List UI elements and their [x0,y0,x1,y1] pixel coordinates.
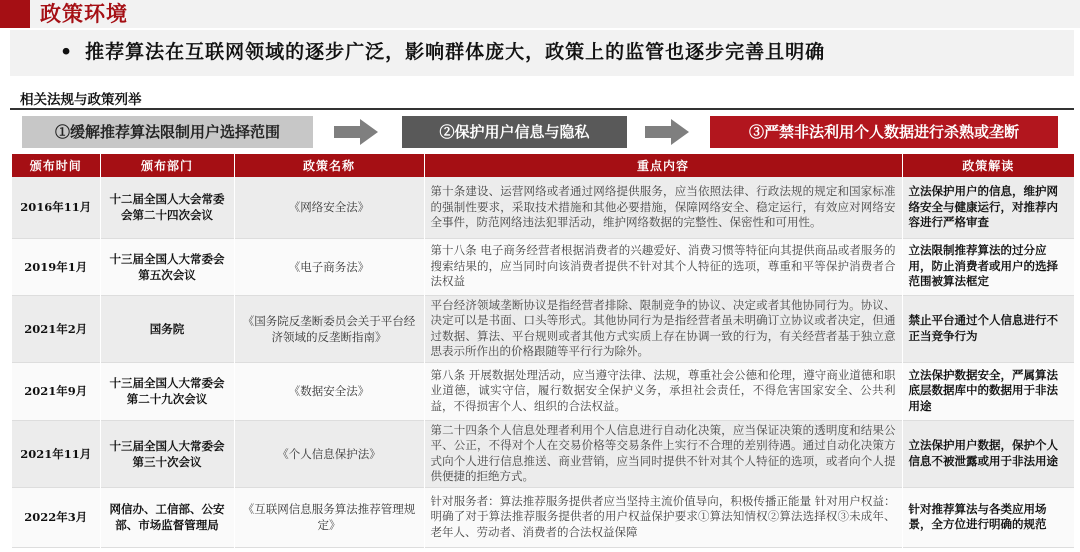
arrow-right-icon [334,119,378,145]
cell-content: 针对服务者：算法推荐服务提供者应当坚持主流价值导向，积极传播正能量 针对用户权益：明确了对于算法推荐服务提供者的用户权益保护要求①算法知情权②算法选择权③未成年、老年人、劳动者、消费者的合法权益保障 [424,487,902,547]
stage-1-box: ①缓解推荐算法限制用户选择范围 [22,116,313,148]
cell-policy-name: 《电子商务法》 [234,238,424,295]
table-row [12,238,1074,295]
table-row [12,295,1074,362]
cell-date: 2021年2月 [12,295,100,362]
cell-interpretation: 针对推荐算法与各类应用场景，全方位进行明确的规范 [902,487,1074,547]
cell-policy-name: 《个人信息保护法》 [234,420,424,487]
cell-policy-name: 《网络安全法》 [234,177,424,238]
cell-policy-name: 《国务院反垄断委员会关于平台经济领域的反垄断指南》 [234,295,424,362]
cell-date: 2019年1月 [12,238,100,295]
cell-dept: 十三届全国人大常委会第五次会议 [100,238,234,295]
stage-2-box: ②保护用户信息与隐私 [402,116,627,148]
cell-date: 2022年3月 [12,487,100,547]
header-name: 政策名称 [234,154,424,177]
cell-policy-name: 《互联网信息服务算法推荐管理规定》 [234,487,424,547]
cell-interpretation: 立法限制推荐算法的过分应用，防止消费者或用户的选择范围被算法框定 [902,238,1074,295]
header-dept: 颁布部门 [100,154,234,177]
table-row [12,487,1074,547]
cell-interpretation: 禁止平台通过个人信息进行不正当竞争行为 [902,295,1074,362]
bullet-icon: • [60,41,74,63]
cell-interpretation: 立法保护数据安全，严属算法底层数据库中的数据用于非法用途 [902,362,1074,420]
cell-content: 第二十四条个人信息处理者利用个人信息进行自动化决策，应当保证决策的透明度和结果公平、公正，不得对个人在交易价格等交易条件上实行不合理的差别待遇。通过自动化决策方式向个人进行信息推送、商业营销，应当同时提供不针对其个人特征的选项，或者向个人提供便捷的拒绝方式。 [424,420,902,487]
table-row [12,362,1074,420]
subtitle-box [10,30,1074,76]
cell-date: 2016年11月 [12,177,100,238]
cell-dept: 十三届全国人大常委会第三十次会议 [100,420,234,487]
cell-dept: 十二届全国人大会常委会第二十四次会议 [100,177,234,238]
subtitle-text: 推荐算法在互联网领域的逐步广泛，影响群体庞大，政策上的监管也逐步完善且明确 [85,41,826,63]
section-divider [10,108,1074,110]
header-date: 颁布时间 [12,154,100,177]
table-row [12,420,1074,487]
cell-content: 第八条 开展数据处理活动，应当遵守法律、法规，尊重社会公德和伦理，遵守商业道德和职业道德，诚实守信，履行数据安全保护义务，承担社会责任，不得危害国家安全、公共利益，不得损害个人、组织的合法权益。 [424,362,902,420]
cell-dept: 国务院 [100,295,234,362]
cell-dept: 十三届全国人大常委会第二十九次会议 [100,362,234,420]
table-row [12,177,1074,238]
policy-table [12,154,1074,548]
cell-content: 平台经济领域垄断协议是指经营者排除、限制竞争的协议、决定或者其他协同行为。协议、决定可以是书面、口头等形式。其他协同行为是指经营者虽未明确订立协议或者决定，但通过数据、算法、平台规则或者其他方式实质上存在协调一致的行为，有关经营者基于独立意思表示所作出的价格跟随等平行行为除外。 [424,295,902,362]
cell-interpretation: 立法保护用户的信息，维护网络安全与健康运行，对推荐内容进行严格审查 [902,177,1074,238]
subtitle [60,39,825,65]
cell-date: 2021年9月 [12,362,100,420]
section-label: 相关法规与政策列举 [20,92,142,108]
cell-dept: 网信办、工信部、公安部、市场监督管理局 [100,487,234,547]
table-header-row [12,154,1074,177]
page-title: 政策环境 [40,1,128,26]
cell-interpretation: 立法保护用户数据，保护个人信息不被泄露或用于非法用途 [902,420,1074,487]
arrow-right-icon [645,119,689,145]
stage-3-box: ③严禁非法利用个人数据进行杀熟或垄断 [710,116,1058,148]
cell-policy-name: 《数据安全法》 [234,362,424,420]
cell-content: 第十条建设、运营网络或者通过网络提供服务，应当依照法律、行政法规的规定和国家标准的强制性要求，采取技术措施和其他必要措施，保障网络安全、稳定运行，有效应对网络安全事件，防范网络违法犯罪活动，维护网络数据的完整性、保密性和可用性。 [424,177,902,238]
cell-date: 2021年11月 [12,420,100,487]
header-interpretation: 政策解读 [902,154,1074,177]
cell-content: 第十八条 电子商务经营者根据消费者的兴趣爱好、消费习惯等特征向其提供商品或者服务的搜索结果的，应当同时向该消费者提供不针对其个人特征的选项，尊重和平等保护消费者合法权益 [424,238,902,295]
title-accent-block [0,0,30,28]
header-content: 重点内容 [424,154,902,177]
title-bar [0,0,1080,28]
